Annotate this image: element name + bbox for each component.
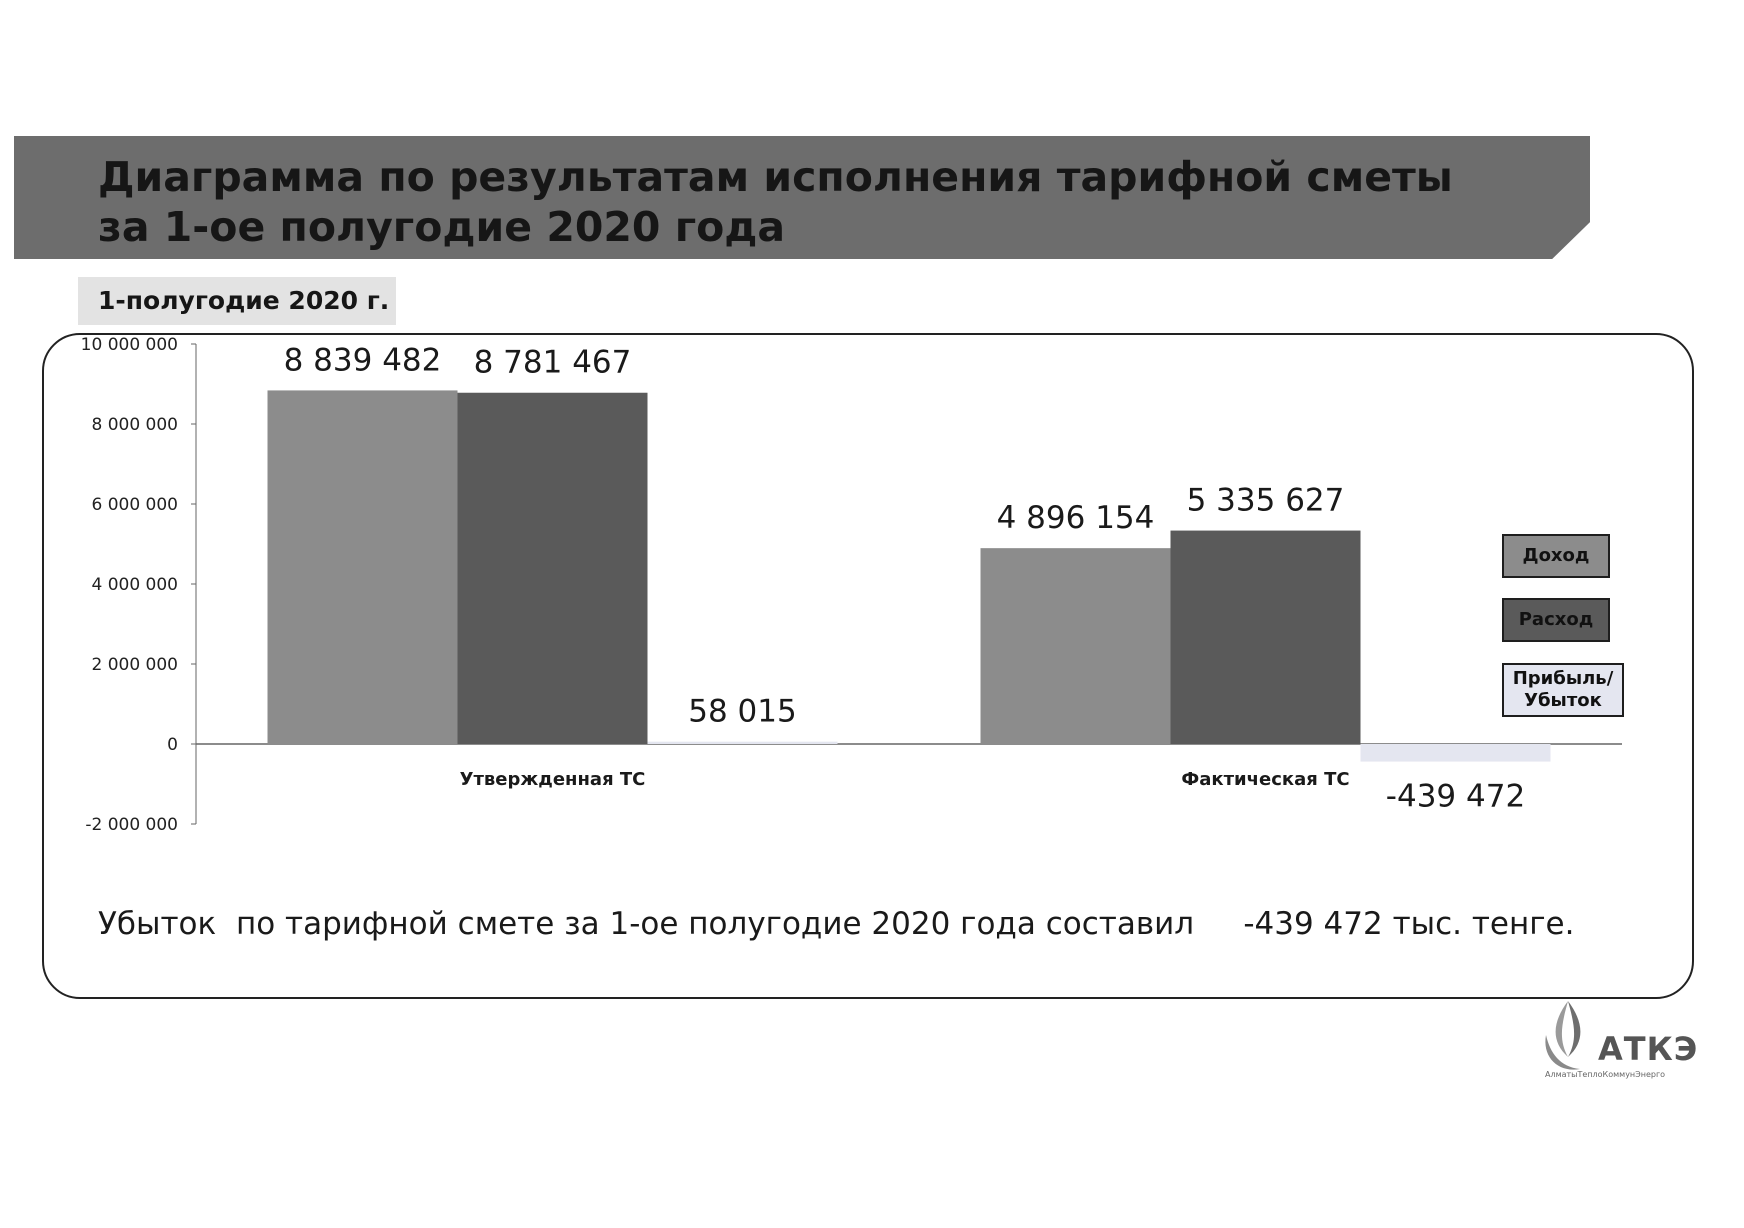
- bar: [1171, 531, 1361, 744]
- category-label: Фактическая ТС: [1181, 769, 1350, 790]
- legend-item: Расход: [1502, 598, 1610, 642]
- bar: [648, 742, 838, 744]
- data-label: 4 896 154: [996, 500, 1155, 537]
- page-title: Диаграмма по результатам исполнения тарифной сметы за 1-ое полугодие 2020 года: [98, 153, 1453, 251]
- data-label: 8 839 482: [283, 342, 442, 379]
- y-tick-label: 0: [167, 735, 178, 755]
- legend-item: Доход: [1502, 534, 1610, 578]
- summary-line: [98, 906, 1598, 942]
- data-label: 58 015: [688, 693, 797, 730]
- y-tick-label: 4 000 000: [91, 575, 178, 595]
- y-tick-label: 8 000 000: [91, 415, 178, 435]
- bar: [458, 393, 648, 744]
- summary-text: Убыток по тарифной смете за 1-ое полугодие 2020 года составил: [98, 906, 1195, 942]
- logo-subtitle: АлматыТеплоКоммунЭнерго: [1545, 1070, 1666, 1079]
- bar: [268, 390, 458, 744]
- y-tick-label: 10 000 000: [80, 335, 178, 355]
- logo-name: АТКЭ: [1598, 1030, 1699, 1068]
- period-label: 1-полугодие 2020 г.: [98, 286, 390, 315]
- y-tick-label: 6 000 000: [91, 495, 178, 515]
- y-tick-label: 2 000 000: [91, 655, 178, 675]
- y-tick-label: -2 000 000: [85, 815, 178, 835]
- legend-item: Прибыль/ Убыток: [1502, 663, 1624, 717]
- data-label: 8 781 467: [473, 344, 632, 381]
- data-label: -439 472: [1385, 778, 1526, 815]
- summary-value: -439 472 тыс. тенге.: [1243, 906, 1575, 942]
- data-label: 5 335 627: [1186, 482, 1345, 519]
- bar: [1361, 744, 1551, 762]
- category-label: Утвержденная ТС: [459, 769, 646, 790]
- bar: [981, 548, 1171, 744]
